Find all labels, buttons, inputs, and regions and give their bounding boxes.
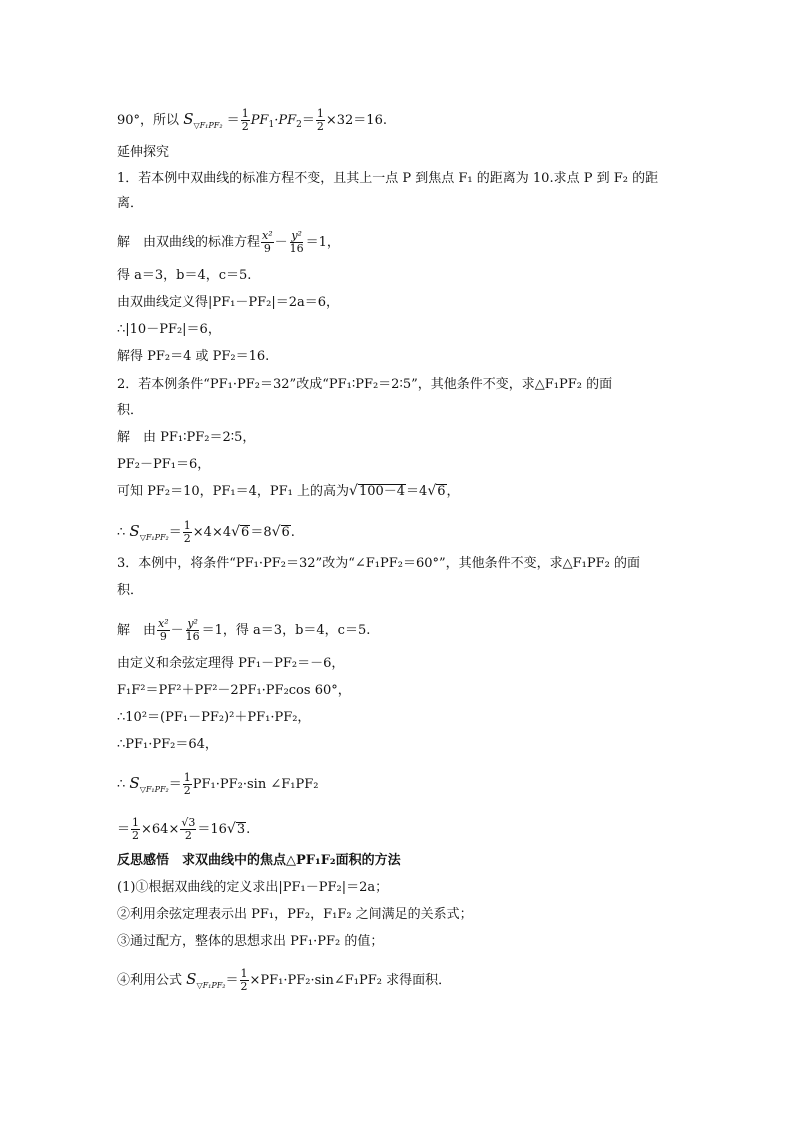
radicand: 6 <box>281 525 290 540</box>
fraction-y2-16 <box>185 618 201 643</box>
text: ＝8 <box>250 525 272 540</box>
radical-sign: √ <box>349 483 358 499</box>
fraction-half <box>131 817 140 842</box>
text: 可知 PF₂＝10，PF₁＝4，PF₁ 上的高为 <box>117 484 350 499</box>
area-symbol: S <box>183 110 194 128</box>
denominator: 2 <box>183 784 191 797</box>
fraction-y2-16 <box>289 230 305 255</box>
numerator: 1 <box>240 967 248 980</box>
text: ·PF <box>274 113 297 128</box>
reflection-heading: 反思感悟 求双曲线中的焦点△PF₁F₂面积的方法 <box>117 853 401 868</box>
fraction-half <box>183 520 192 545</box>
area-subscript: ▽F₁PF₂ <box>196 981 226 990</box>
text: ， <box>446 484 460 499</box>
solution-3-line-2: 由定义和余弦定理得 PF₁－PF₂＝－6， <box>117 656 345 671</box>
denominator: 16 <box>289 242 304 255</box>
area-symbol: S <box>129 522 140 540</box>
solution-2-area <box>117 520 687 546</box>
numerator: 1 <box>132 816 140 829</box>
method-step-3: ③通过配方，整体的思想求出 PF₁·PF₂ 的值； <box>117 934 384 949</box>
text: 90°，所以 <box>117 113 180 128</box>
solution-1-line-5: 解得 PF₂＝4 或 PF₂＝16. <box>117 349 270 364</box>
text: ＝ <box>117 822 131 837</box>
area-symbol: S <box>129 774 140 792</box>
problem-3-line-2: 积． <box>117 583 144 598</box>
text: 解 由双曲线的标准方程 <box>117 235 261 250</box>
problem-2-line-2: 积． <box>117 403 144 418</box>
text: . <box>290 525 295 540</box>
radical-sign: √ <box>427 483 437 499</box>
text: ＝4 <box>406 484 428 499</box>
numerator: y² <box>187 617 198 630</box>
area-subscript: ▽F₁PF₂ <box>139 533 169 542</box>
fraction-half <box>240 968 249 993</box>
problem-1-line-1: 1．若本例中双曲线的标准方程不变，且其上一点 P 到焦点 F₁ 的距离为 10.求点 P 到 F₂ 的距 <box>117 171 659 186</box>
section-heading-extension: 延伸探究 <box>117 145 170 160</box>
denominator: 2 <box>184 829 192 842</box>
numerator: x² <box>158 617 169 630</box>
denominator: 9 <box>159 630 167 643</box>
text: ＝ <box>226 113 240 128</box>
numerator: y² <box>291 229 302 242</box>
area-subscript: ▽F₁PF₂ <box>193 121 223 130</box>
fraction-half <box>241 108 250 133</box>
fraction-half <box>316 108 325 133</box>
area-symbol: S <box>186 970 197 988</box>
text: ∴ <box>117 525 126 540</box>
text: － <box>170 623 184 638</box>
solution-1-equation <box>117 230 687 255</box>
numerator: 1 <box>183 771 191 784</box>
denominator: 16 <box>185 630 200 643</box>
sqrt-3 <box>227 822 246 837</box>
text: PF <box>250 113 269 128</box>
solution-3-area-formula <box>117 772 687 798</box>
subscript: 1 <box>268 120 275 130</box>
text: ∴ <box>117 777 126 792</box>
text: ＝16 <box>197 822 227 837</box>
fraction-half <box>183 772 192 797</box>
text: ＝1， <box>305 235 340 250</box>
text: ＝ <box>168 525 182 540</box>
sqrt-100-4 <box>349 484 406 499</box>
solution-3-line-4: ∴10²＝(PF₁－PF₂)²＋PF₁·PF₂， <box>117 710 311 725</box>
denominator: 2 <box>132 829 140 842</box>
subscript: 2 <box>296 120 302 130</box>
text: ④利用公式 <box>117 973 183 988</box>
numerator: 1 <box>183 519 191 532</box>
denominator: 2 <box>241 120 249 133</box>
solution-3-line-3: F₁F²＝PF²＋PF²－2PF₁·PF₂cos 60°， <box>117 683 351 698</box>
solution-1-line-3: 由双曲线定义得|PF₁－PF₂|＝2a＝6， <box>117 295 340 310</box>
numerator: 1 <box>241 107 249 120</box>
fraction-x2-9 <box>157 618 170 643</box>
text: ×4×4 <box>192 525 232 540</box>
radicand: 6 <box>437 484 446 499</box>
denominator: 9 <box>263 242 271 255</box>
text: ＝ <box>301 113 315 128</box>
problem-3-line-1: 3．本例中，将条件“PF₁·PF₂＝32”改为“∠F₁PF₂＝60°”，其他条件不变，求△F₁PF₂ 的面 <box>117 556 640 571</box>
solution-2-line-1: 解 由 PF₁∶PF₂＝2∶5， <box>117 430 256 445</box>
radicand: 6 <box>241 525 250 540</box>
sqrt-6 <box>427 484 446 499</box>
text: ＝ <box>225 973 239 988</box>
numerator: √3 <box>181 816 196 829</box>
text: . <box>246 822 251 837</box>
solution-2-height <box>117 484 687 500</box>
text: PF₁·PF₂·sin ∠F₁PF₂ <box>192 777 319 792</box>
numerator: 1 <box>316 107 324 120</box>
problem-2-line-1: 2．若本例条件“PF₁·PF₂＝32”改成“PF₁∶PF₂＝2∶5”，其他条件不变，求△F₁PF₂ 的面 <box>117 377 613 392</box>
sqrt-6 <box>231 525 250 540</box>
solution-1-line-4: ∴|10－PF₂|＝6， <box>117 322 221 337</box>
solution-3-line-5: ∴PF₁·PF₂＝64， <box>117 737 218 752</box>
method-step-4 <box>117 968 687 994</box>
text: ＝1，得 a＝3，b＝4，c＝5. <box>201 623 371 638</box>
radical-sign: √ <box>271 524 281 540</box>
solution-1-line-2: 得 a＝3，b＝4，c＝5. <box>117 268 252 283</box>
radicand: 3 <box>236 822 246 837</box>
text: ＝ <box>168 777 182 792</box>
text: 解 由 <box>117 623 157 638</box>
text: ×64× <box>141 822 180 837</box>
radical-sign: √ <box>231 524 241 540</box>
problem-1-line-2: 离． <box>117 196 144 211</box>
denominator: 2 <box>183 532 191 545</box>
fraction-sqrt3-2 <box>180 817 196 842</box>
method-step-1: (1)①根据双曲线的定义求出|PF₁－PF₂|＝2a； <box>117 880 389 895</box>
radicand: 100－4 <box>358 484 406 499</box>
radical-sign: √ <box>226 821 236 837</box>
solution-2-line-2: PF₂－PF₁＝6， <box>117 457 211 472</box>
text: ×PF₁·PF₂·sin∠F₁PF₂ 求得面积． <box>249 973 452 988</box>
sqrt-6 <box>272 525 291 540</box>
text: ×32＝16. <box>325 113 387 128</box>
method-step-2: ②利用余弦定理表示出 PF₁，PF₂，F₁F₂ 之间满足的关系式； <box>117 907 473 922</box>
numerator: x² <box>262 229 273 242</box>
denominator: 2 <box>240 980 248 993</box>
area-subscript: ▽F₁PF₂ <box>139 785 169 794</box>
text: － <box>274 235 288 250</box>
solution-3-equation <box>117 618 687 643</box>
denominator: 2 <box>316 120 324 133</box>
line-area-result <box>117 108 687 134</box>
fraction-x2-9 <box>261 230 274 255</box>
solution-3-area-result <box>117 817 687 842</box>
